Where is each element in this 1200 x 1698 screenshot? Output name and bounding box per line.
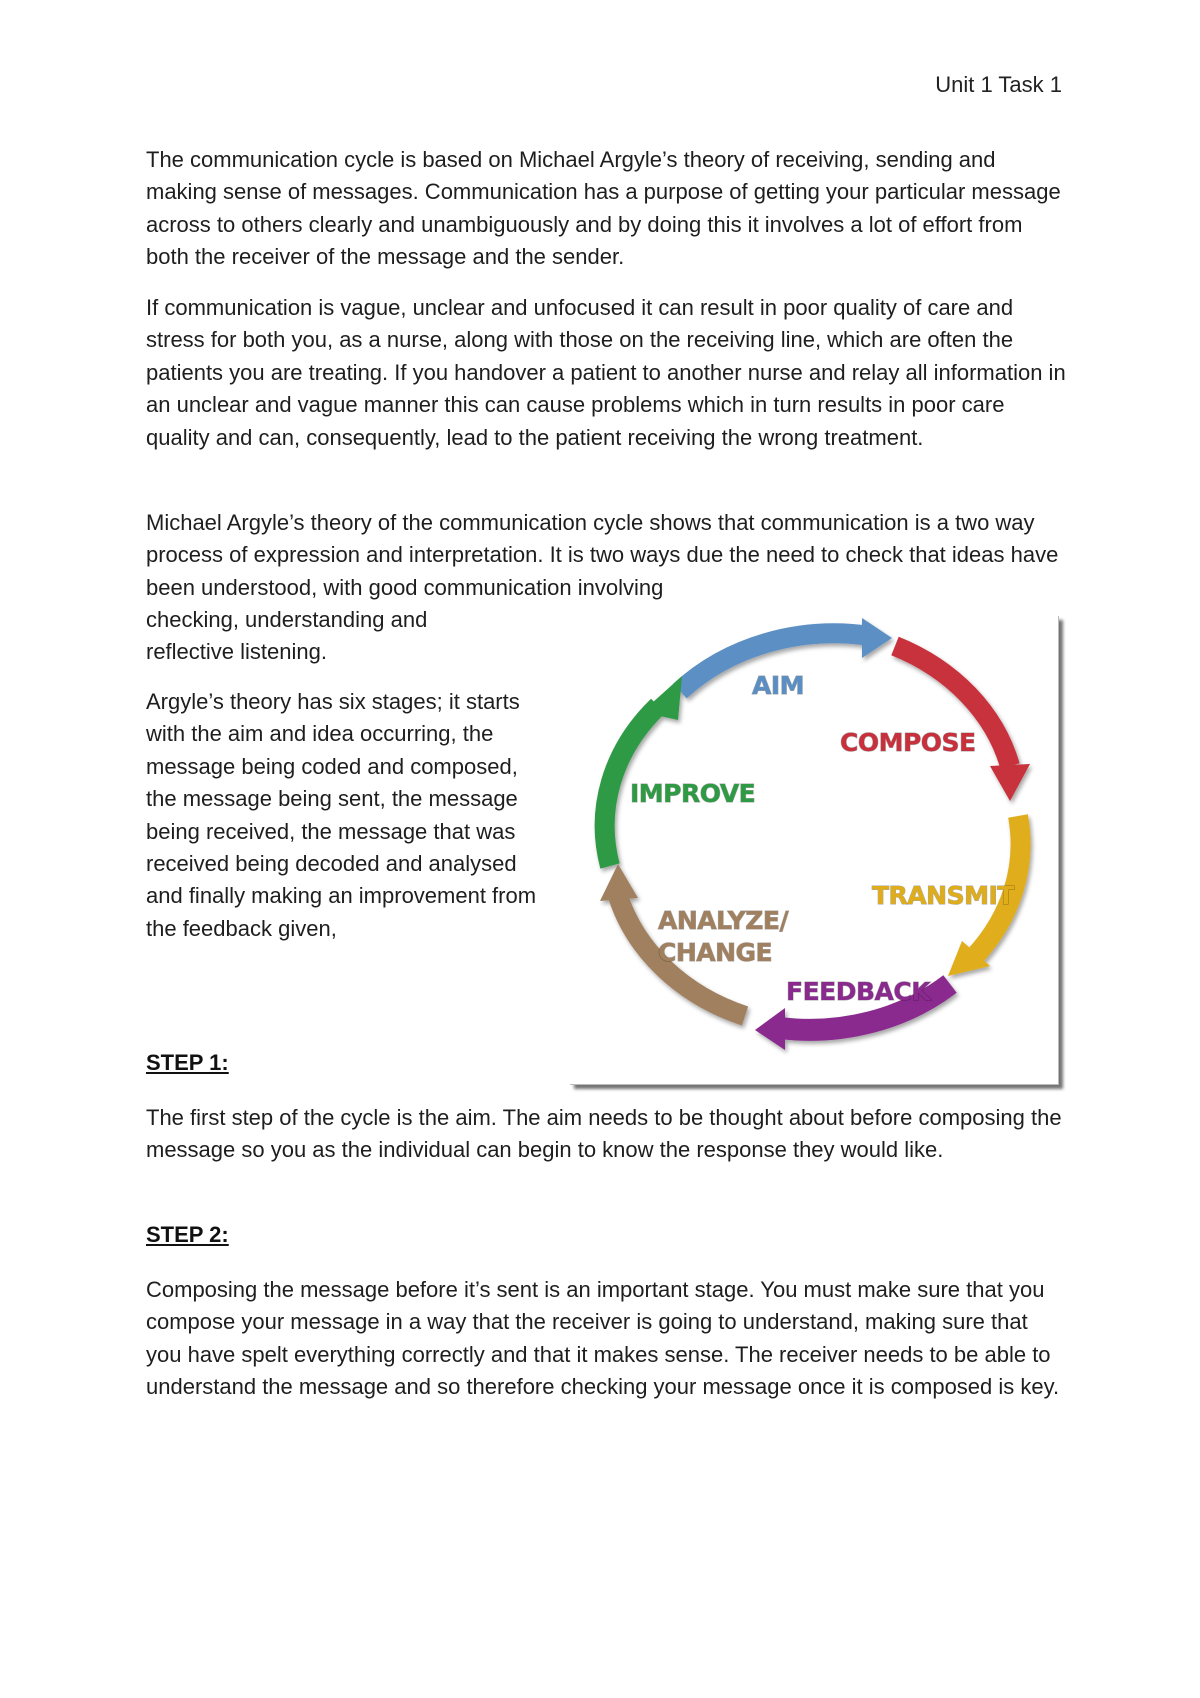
label-aim: AIM (752, 671, 805, 700)
communication-cycle-diagram (570, 616, 1059, 1085)
label-improve: IMPROVE (630, 779, 756, 808)
cycle-svg (570, 616, 1058, 1084)
label-feedback: FEEDBACK (786, 977, 931, 1006)
step-2-heading: STEP 2: (146, 1222, 229, 1247)
paragraph-stages: Argyle’s theory has six stages; it starts with the aim and idea occurring, the message being coded and composed, the message being sent, the message being received, the message that was received being decoded and analysed and finally making an improvement from the feedback given, (146, 689, 537, 941)
arrow-feedback-head (755, 1008, 785, 1050)
label-transmit: TRANSMIT (872, 881, 1014, 910)
step-1-heading: STEP 1: (146, 1050, 229, 1075)
arrow-aim-head (862, 618, 892, 658)
label-change: CHANGE (658, 938, 773, 967)
paragraph-theory-wide: Michael Argyle’s theory of the communication cycle shows that communication is a two way process of expression and interpretation. It is two ways due the need to check that ideas have been understood, with good communication involving (146, 510, 1059, 600)
arrow-analyze-head (600, 864, 638, 901)
step-2-text: Composing the message before it’s sent is an important stage. You must make sure that you compose your message in a way that the receiver is going to understand, making sure that you have spelt everything correctly and that it makes sense. The receiver needs to be able to understand the message and so therefore checking your message once it is composed is key. (146, 1277, 1060, 1400)
step-1-text: The first step of the cycle is the aim. The aim needs to be thought about before composing the message so you as the individual can begin to know the response they would like. (146, 1105, 1062, 1163)
paragraph-theory (146, 507, 1066, 604)
label-analyze: ANALYZE/ (658, 906, 789, 935)
paragraph-intro: The communication cycle is based on Michael Argyle’s theory of receiving, sending and making sense of messages. Communication has a purpose of getting your particular message across to others clearly and unambiguously and by doing this it involves a lot of effort from both the receiver of the message and the sender. (146, 147, 1061, 270)
arrow-compose-head (990, 764, 1030, 801)
label-compose: COMPOSE (840, 728, 976, 757)
paragraph-theory-narrow: checking, understanding and reflective listening. (146, 607, 428, 665)
header-title: Unit 1 Task 1 (935, 72, 1062, 97)
paragraph-vague: If communication is vague, unclear and unfocused it can result in poor quality of care and stress for both you, as a nurse, along with those on the receiving line, which are often the patients you are treating. If you handover a patient to another nurse and relay all information in an unclear and vague manner this can cause problems which in turn results in poor care quality and can, consequently, lead to the patient receiving the wrong treatment. (146, 295, 1066, 450)
